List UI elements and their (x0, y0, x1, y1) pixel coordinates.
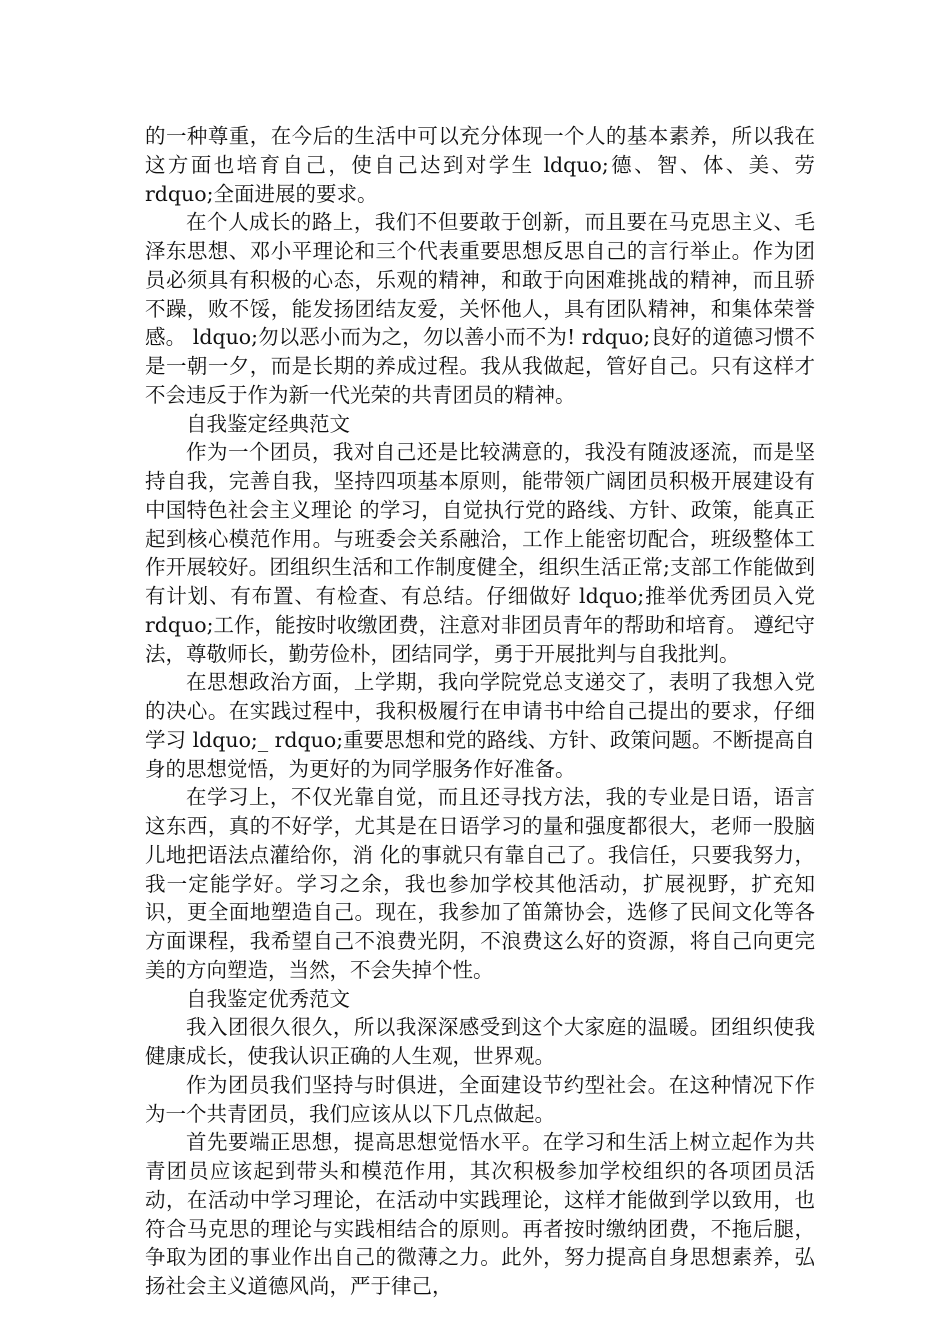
paragraph-correct-thinking: 首先要端正思想，提高思想觉悟水平。在学习和生活上树立起作为共青团员应该起到带头和模范作用，其次积极参加学校组织的各项团员活动，在活动中学习理论，在活动中实践理论，这样才能做到学以致用，也符合马克思的理论与实践相结合的原则。再者按时缴纳团费，不拖后腿，争取为团的事业作出自己的微薄之力。此外，努力提高自身思想素养，弘扬社会主义道德风尚，严于律己， (145, 1130, 815, 1298)
section-heading-classic: 自我鉴定经典范文 (186, 411, 350, 436)
document-page (145, 122, 815, 1301)
paragraph-member-self-review: 作为一个团员，我对自己还是比较满意的，我没有随波逐流，而是坚持自我，完善自我，坚持四项基本原则，能带领广阔团员积极开展建设有中国特色社会主义理论 的学习，自觉执行党的路线、方针、政策，能真正起到核心模范作用。与班委会关系融洽，工作上能密切配合，班级整体工作开展较好。团组织生活和工作制度健全，组织生活正常;支部工作能做到有计划、有布置、有检查、有总结。仔细做好 ldquo;推举优秀团员入党 rdquo;工作，能按时收缴团费，注意对非团员青年的帮助和培育。 遵纪守法，尊敬师长，勤劳俭朴，团结同学，勇于开展批判与自我批判。 (145, 440, 815, 666)
paragraph-study: 在学习上，不仅光靠自觉，而且还寻找方法，我的专业是日语，语言这东西，真的不好学，尤其是在日语学习的量和强度都很大，老师一股脑儿地把语法点灌给你，消 化的事就只有靠自己了。我信任，只要我努力，我一定能学好。学习之余，我也参加学校其他活动，扩展视野，扩充知识，更全面地塑造自己。现在，我参加了笛箫协会，选修了民间文化等各方面课程，我希望自己不浪费光阴，不浪费这么好的资源，将自己向更完美的方向塑造，当然，不会失掉个性。 (145, 785, 815, 982)
paragraph-continued: 的一种尊重，在今后的生活中可以充分体现一个人的基本素养，所以我在这方面也培育自己，使自己达到对学生 ldquo;德、智、体、美、劳 rdquo;全面进展的要求。 (145, 124, 815, 206)
paragraph-joining: 我入团很久很久，所以我深深感受到这个大家庭的温暖。团组织使我健康成长，使我认识正确的人生观，世界观。 (145, 1015, 815, 1068)
paragraph-personal-growth: 在个人成长的路上，我们不但要敢于创新，而且要在马克思主义、毛泽东思想、邓小平理论和三个代表重要思想反思自己的言行举止。作为团员必须具有积极的心态，乐观的精神，和敢于向困难挑战的精神，而且骄不躁，败不馁，能发扬团结友爱，关怀他人，具有团队精神，和集体荣誉感。 ldquo;勿以恶小而为之，勿以善小而不为! rdquo;良好的道德习惯不是一朝一夕，而是长期的养成过程。我从我做起，管好自己。只有这样才不会违反于作为新一代光荣的共青团员的精神。 (145, 210, 815, 407)
section-heading-excellent: 自我鉴定优秀范文 (186, 986, 350, 1011)
paragraph-political-thought: 在思想政治方面，上学期，我向学院党总支递交了，表明了我想入党的决心。在实践过程中，我积极履行在申请书中给自己提出的要求，仔细学习 ldquo;_ rdquo;重要思想和党的路线、方针、政策问题。不断提高自身的思想觉悟，为更好的为同学服务作好准备。 (145, 670, 815, 781)
paragraph-keep-pace: 作为团员我们坚持与时俱进，全面建设节约型社会。在这种情况下作为一个共青团员，我们应该从以下几点做起。 (145, 1072, 815, 1126)
